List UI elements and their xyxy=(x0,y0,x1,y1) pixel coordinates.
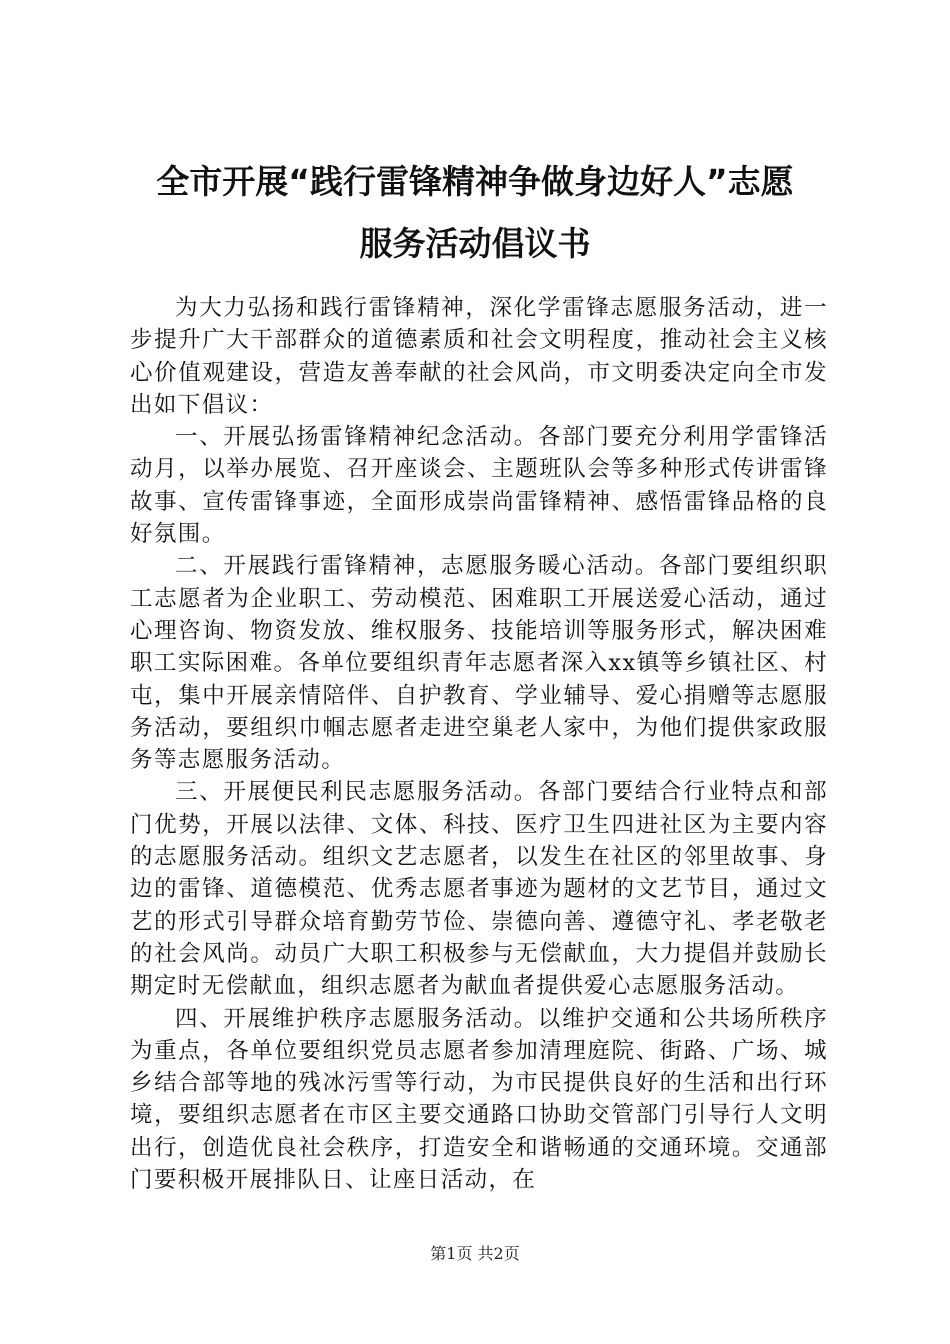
paragraph-item-1: 一、开展弘扬雷锋精神纪念活动。各部门要充分利用学雷锋活动月，以举办展览、召开座谈会、主题班队会等多种形式传讲雷锋故事、宣传雷锋事迹，全面形成崇尚雷锋精神、感悟雷锋品格的良好氛围。 xyxy=(130,424,828,548)
document-body xyxy=(130,292,828,1196)
paragraph-item-4: 四、开展维护秩序志愿服务活动。以维护交通和公共场所秩序为重点，各单位要组织党员志愿者参加清理庭院、街路、广场、城乡结合部等地的残冰污雪等行动，为市民提供良好的生活和出行环境，要组织志愿者在市区主要交通路口协助交管部门引导行人文明出行，创造优良社会秩序，打造安全和谐畅通的交通环境。交通部门要积极开展排队日、让座日活动，在 xyxy=(130,1005,828,1194)
paragraph-item-3: 三、开展便民利民志愿服务活动。各部门要结合行业特点和部门优势，开展以法律、文体、科技、医疗卫生四进社区为主要内容的志愿服务活动。组织文艺志愿者，以发生在社区的邻里故事、身边的雷锋、道德模范、优秀志愿者事迹为题材的文艺节目，通过文艺的形式引导群众培育勤劳节俭、崇德向善、遵德守礼、孝老敬老的社会风尚。动员广大职工积极参与无偿献血，大力提倡并鼓励长期定时无偿献血，组织志愿者为献血者提供爱心志愿服务活动。 xyxy=(130,779,828,1000)
page-number-footer: 第1页 共2页 xyxy=(430,1244,520,1263)
paragraph-intro: 为大力弘扬和践行雷锋精神，深化学雷锋志愿服务活动，进一步提升广大干部群众的道德素质和社会文明程度，推动社会主义核心价值观建设，营造友善奉献的社会风尚，市文明委决定向全市发出如下倡议： xyxy=(130,295,828,418)
document-title-line-2: 服务活动倡议书 xyxy=(359,224,591,263)
document-title-line-1: 全市开展“践行雷锋精神争做身边好人”志愿 xyxy=(156,162,794,201)
paragraph-item-2: 二、开展践行雷锋精神，志愿服务暖心活动。各部门要组织职工志愿者为企业职工、劳动模范、困难职工开展送爱心活动，通过心理咨询、物资发放、维权服务、技能培训等服务形式，解决困难职工实际困难。各单位要组织青年志愿者深入xx镇等乡镇社区、村屯，集中开展亲情陪伴、自护教育、学业辅导、爱心捐赠等志愿服务活动，要组织巾帼志愿者走进空巢老人家中，为他们提供家政服务等志愿服务活动。 xyxy=(130,553,828,774)
